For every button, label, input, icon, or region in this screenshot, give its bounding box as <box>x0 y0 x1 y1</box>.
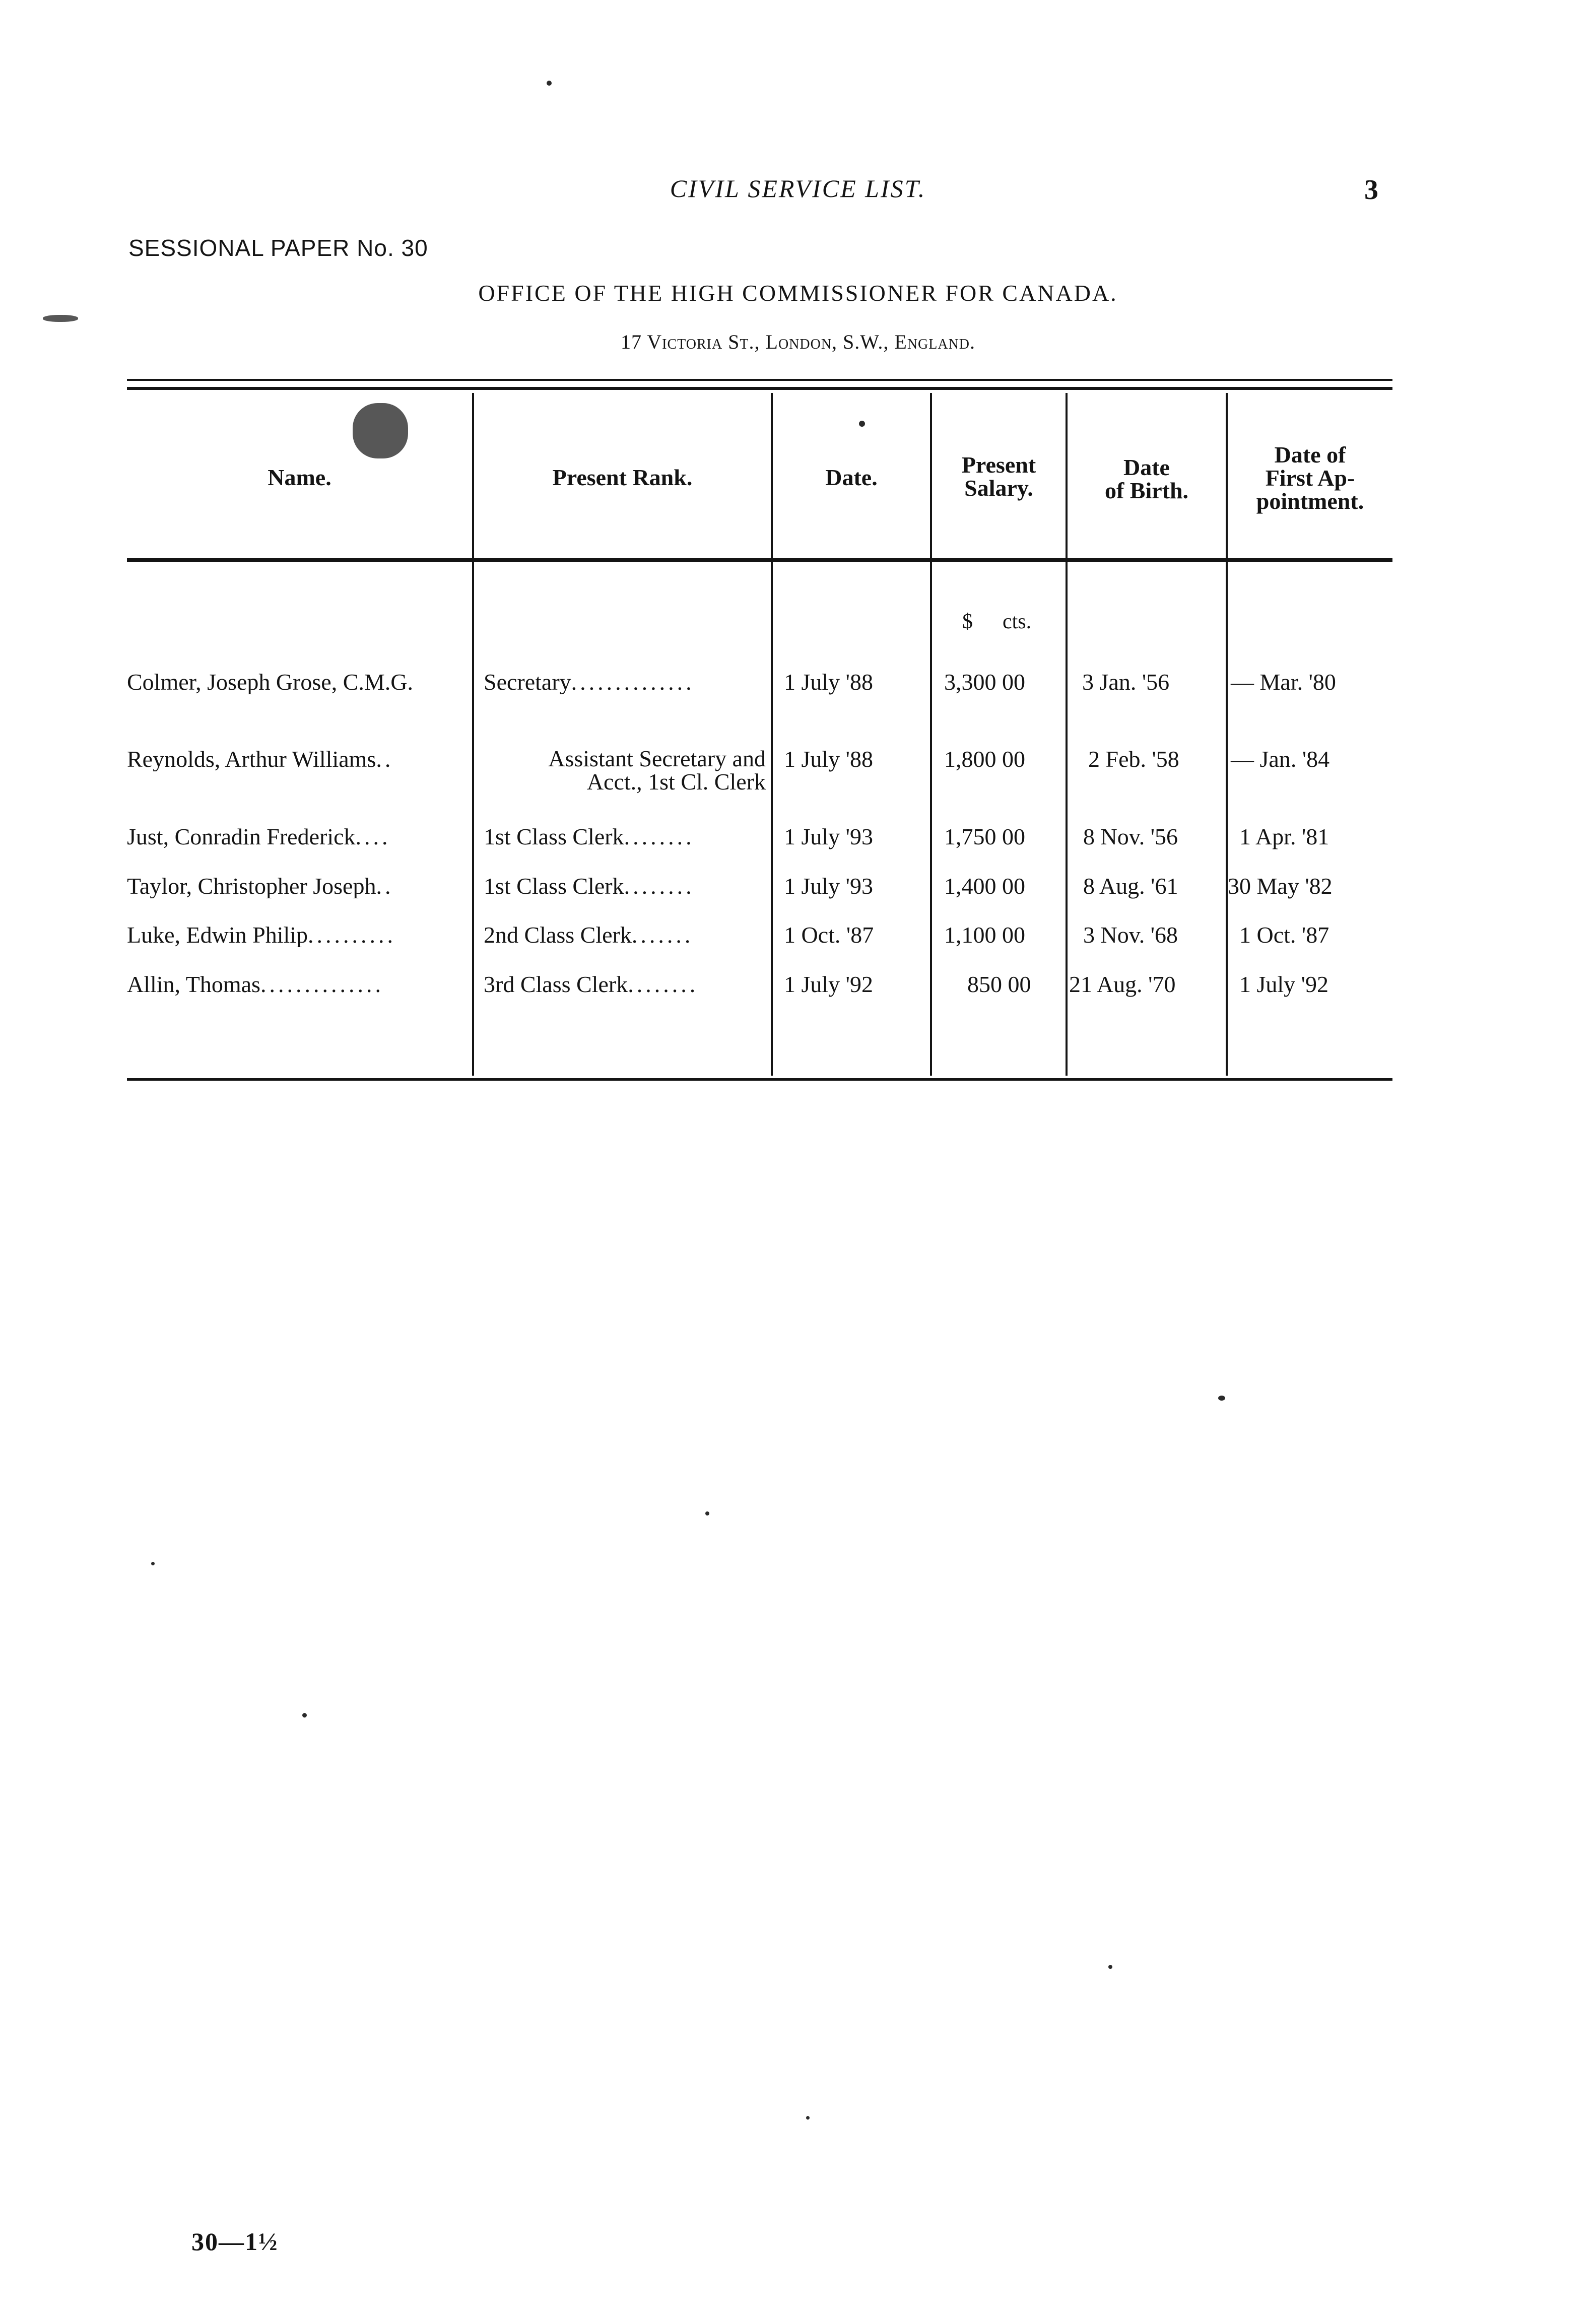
cell-first-appointment: — Mar. '80 <box>1231 669 1336 695</box>
cell-rank <box>484 670 766 694</box>
table-bottom-rule <box>127 1078 1392 1081</box>
cell-first-appointment: 30 May '82 <box>1228 873 1333 899</box>
cell-first-appointment: — Jan. '84 <box>1231 746 1330 772</box>
column-header-appt-line-2: First Ap- <box>1265 465 1355 491</box>
column-header-name: Name. <box>268 465 331 490</box>
leader-dots: ........ <box>624 825 695 849</box>
ink-smudge <box>43 315 78 322</box>
rank-text: 3rd Class Clerk <box>484 972 628 997</box>
sessional-paper-label: SESSIONAL PAPER No. 30 <box>128 235 428 261</box>
column-header-appt-line-3: pointment. <box>1256 488 1364 514</box>
signature-mark: 30—1½ <box>191 2227 279 2256</box>
column-header-first-appointment <box>1228 443 1392 513</box>
rank-line-1: Assistant Secretary and <box>548 746 766 771</box>
cell-date-of-birth: 8 Nov. '56 <box>1083 824 1178 849</box>
page-number: 3 <box>1364 174 1378 206</box>
leader-dots: .. <box>376 874 394 899</box>
cell-date-of-birth: 3 Nov. '68 <box>1083 922 1178 948</box>
scan-speck <box>1218 1396 1225 1401</box>
running-title: CIVIL SERVICE LIST. <box>670 174 926 203</box>
salary-dollars-unit: $ <box>962 610 973 633</box>
leader-dots: .......... <box>308 923 396 948</box>
table-top-rule <box>127 379 1392 381</box>
column-header-date: Date. <box>825 465 878 490</box>
cell-rank <box>484 747 766 794</box>
rank-line-2: Acct., 1st Cl. Clerk <box>586 769 766 795</box>
cell-salary: 1,800 00 <box>944 746 1025 772</box>
rank-text: Secretary <box>484 670 571 695</box>
cell-name <box>127 747 470 771</box>
name-text: Taylor, Christopher Joseph <box>127 874 376 899</box>
scan-speck <box>547 81 552 86</box>
rank-text: 1st Class Clerk <box>484 874 624 899</box>
cell-rank <box>484 874 766 898</box>
cell-salary: 1,400 00 <box>944 873 1025 899</box>
scan-speck <box>1108 1965 1112 1969</box>
scan-speck <box>859 421 865 427</box>
cell-name <box>127 825 470 849</box>
cell-first-appointment: 1 Apr. '81 <box>1239 824 1329 849</box>
cell-date: 1 July '93 <box>784 873 873 899</box>
cell-date-of-birth: 3 Jan. '56 <box>1082 669 1170 695</box>
cell-first-appointment: 1 July '92 <box>1239 971 1328 997</box>
cell-name <box>127 670 470 694</box>
column-header-salary-line-2: Salary. <box>964 475 1033 501</box>
cell-date: 1 July '88 <box>784 669 873 695</box>
column-header-birth-line-2: of Birth. <box>1104 478 1189 503</box>
cell-salary: 3,300 00 <box>944 669 1025 695</box>
name-text: Allin, Thomas <box>127 972 260 997</box>
column-divider <box>771 393 773 1076</box>
column-header-birth-line-1: Date <box>1123 454 1170 480</box>
scan-speck <box>302 1713 307 1718</box>
scan-speck <box>705 1511 709 1515</box>
column-header-date-of-birth <box>1068 456 1226 502</box>
leader-dots: .. <box>376 747 394 772</box>
cell-first-appointment: 1 Oct. '87 <box>1239 922 1329 948</box>
leader-dots: .... <box>355 825 391 849</box>
cell-salary: 1,100 00 <box>944 922 1025 948</box>
cell-date: 1 Oct. '87 <box>784 922 874 948</box>
leader-dots: .............. <box>260 972 384 997</box>
cell-rank <box>484 972 766 997</box>
cell-name <box>127 972 470 997</box>
leader-dots: ........ <box>624 874 695 899</box>
cell-date-of-birth: 8 Aug. '61 <box>1083 873 1178 899</box>
name-text: Just, Conradin Frederick <box>127 825 356 849</box>
rank-text: 1st Class Clerk <box>484 825 624 849</box>
column-header-present-rank: Present Rank. <box>552 465 693 490</box>
cell-name <box>127 923 470 947</box>
cell-salary: 1,750 00 <box>944 824 1025 849</box>
name-text: Reynolds, Arthur Williams <box>127 747 376 772</box>
name-text: Luke, Edwin Philip <box>127 923 308 948</box>
column-header-salary-line-1: Present <box>961 452 1036 478</box>
ink-blot <box>353 403 408 458</box>
office-heading: OFFICE OF THE HIGH COMMISSIONER FOR CANADA. <box>478 280 1118 306</box>
cell-date-of-birth: 21 Aug. '70 <box>1069 971 1176 997</box>
cell-rank <box>484 825 766 849</box>
scan-speck <box>151 1562 155 1565</box>
column-divider <box>472 393 474 1076</box>
leader-dots: ........ <box>628 972 699 997</box>
cell-salary: 850 00 <box>967 971 1031 997</box>
column-header-present-salary <box>932 453 1066 500</box>
cell-name <box>127 874 470 898</box>
leader-dots: ....... <box>631 923 694 948</box>
cell-rank <box>484 923 766 947</box>
table-top-rule-inner <box>127 387 1392 390</box>
column-header-appt-line-1: Date of <box>1274 442 1346 468</box>
header-bottom-rule <box>127 558 1392 562</box>
scan-speck <box>806 2116 810 2120</box>
cell-date: 1 July '92 <box>784 971 873 997</box>
cell-date: 1 July '93 <box>784 824 873 849</box>
name-text: Colmer, Joseph Grose, C.M.G. <box>127 670 414 695</box>
office-address: 17 Victoria St., London, S.W., England. <box>620 331 976 353</box>
cell-date-of-birth: 2 Feb. '58 <box>1088 746 1179 772</box>
leader-dots: .............. <box>571 670 695 695</box>
salary-cents-unit: cts. <box>1003 610 1032 633</box>
cell-date: 1 July '88 <box>784 746 873 772</box>
rank-text: 2nd Class Clerk <box>484 923 632 948</box>
